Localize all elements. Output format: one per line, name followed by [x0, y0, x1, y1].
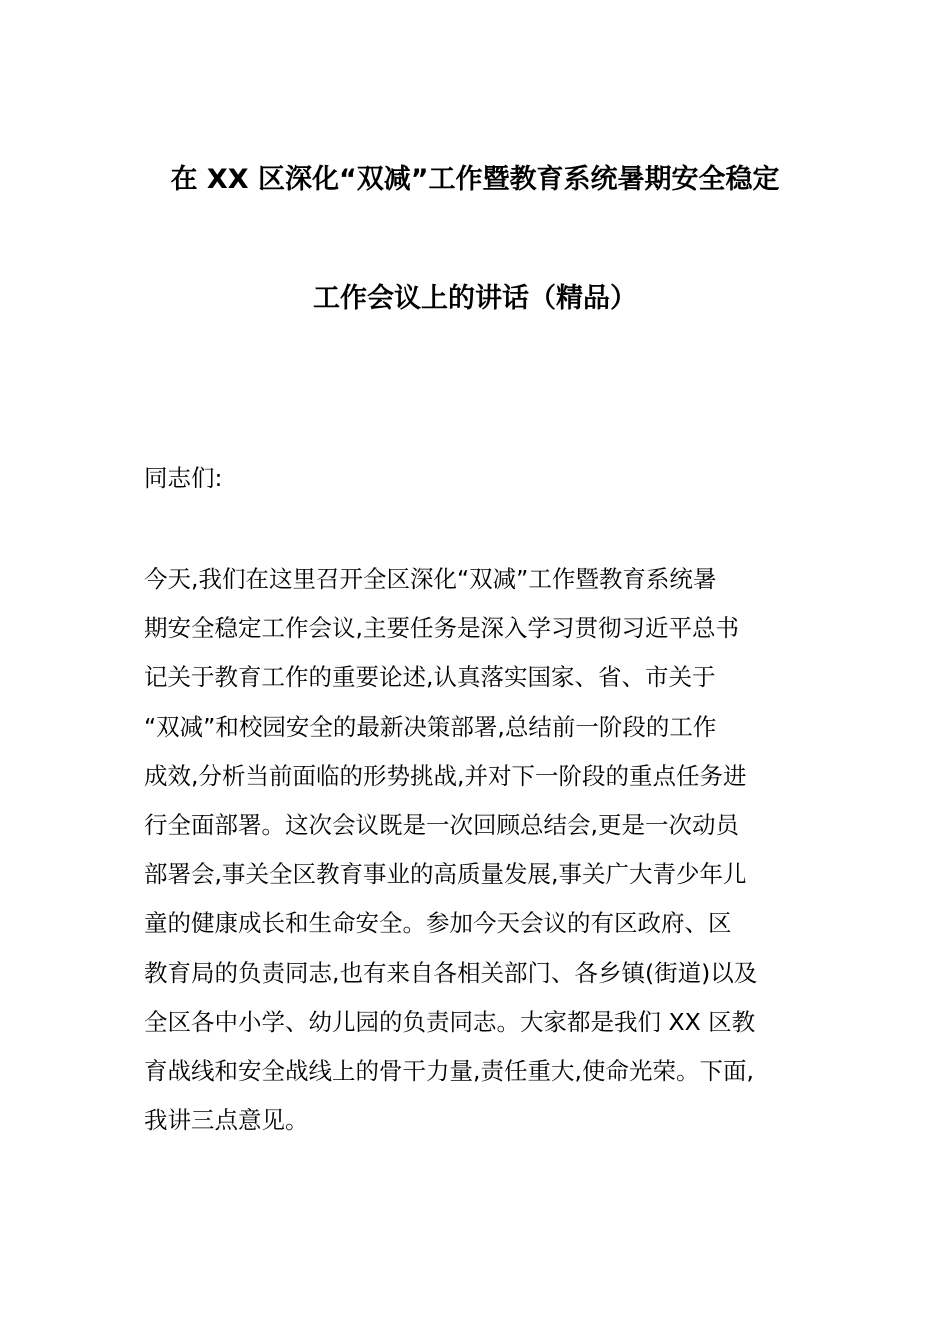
- body-line: 全区各中小学、幼儿园的负责同志。大家都是我们 XX 区教: [144, 1007, 756, 1036]
- body-line: 行全面部署。这次会议既是一次回顾总结会,更是一次动员: [144, 810, 739, 839]
- body-line: “双减”和校园安全的最新决策部署,总结前一阶段的工作: [144, 712, 717, 741]
- body-line: 记关于教育工作的重要论述,认真落实国家、省、市关于: [144, 663, 716, 692]
- body-line: 成效,分析当前面临的形势挑战,并对下一阶段的重点任务进: [144, 761, 747, 790]
- salutation: 同志们:: [144, 464, 223, 492]
- body-paragraph: [144, 555, 809, 1145]
- body-line: 部署会,事关全区教育事业的高质量发展,事关广大青少年儿: [144, 860, 747, 889]
- body-line: 童的健康成长和生命安全。参加今天会议的有区政府、区: [144, 909, 732, 938]
- body-line: 我讲三点意见。: [144, 1106, 309, 1135]
- body-line: 教育局的负责同志,也有来自各相关部门、各乡镇(街道)以及: [144, 958, 758, 987]
- title-line-2: 工作会议上的讲话（精品）: [313, 283, 637, 314]
- body-line: 育战线和安全战线上的骨干力量,责任重大,使命光荣。下面,: [144, 1056, 754, 1085]
- body-line: 今天,我们在这里召开全区深化“双减”工作暨教育系统暑: [144, 565, 717, 593]
- title-line-1: 在 XX 区深化“双减”工作暨教育系统暑期安全稳定: [170, 164, 780, 195]
- body-line: 期安全稳定工作会议,主要任务是深入学习贯彻习近平总书: [144, 614, 739, 643]
